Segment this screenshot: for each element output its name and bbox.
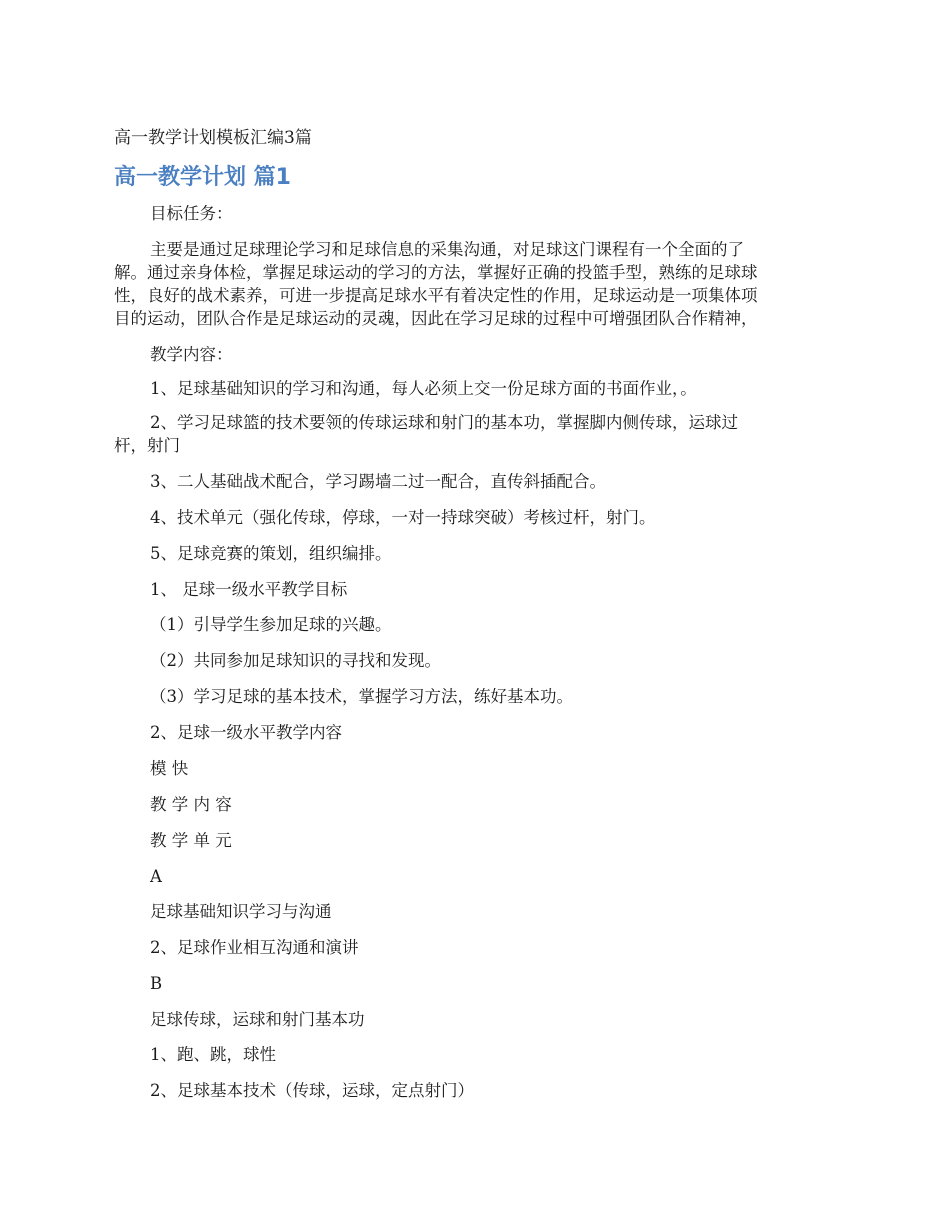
target-body-line: 主要是通过足球理论学习和足球信息的采集沟通，对足球这门课程有一个全面的了 — [150, 240, 744, 259]
document-title: 高一教学计划模板汇编3篇 — [114, 128, 312, 148]
content-item-2 — [114, 411, 836, 457]
unit-a-item-2: 2、足球作业相互沟通和演讲 — [150, 938, 359, 957]
unit-b-item-2: 2、足球基本技术（传球，运球，定点射门） — [150, 1081, 474, 1100]
content-item-2-line: 杆，射门 — [114, 436, 180, 455]
table-col-unit: 教 学 单 元 — [150, 831, 232, 850]
level-content-title: 2、足球一级水平教学内容 — [150, 723, 342, 742]
content-item-2-line: 2、学习足球篮的技术要领的传球运球和射门的基本功，掌握脚内侧传球，运球过 — [150, 413, 738, 432]
section-heading: 高一教学计划 篇1 — [114, 165, 291, 190]
goal-2: （2）共同参加足球知识的寻找和发现。 — [150, 651, 441, 670]
goal-1: （1）引导学生参加足球的兴趣。 — [150, 615, 392, 634]
unit-a-content: 足球基础知识学习与沟通 — [150, 902, 332, 921]
content-item-3: 3、二人基础战术配合，学习踢墙二过一配合，直传斜插配合。 — [150, 472, 606, 491]
unit-b: B — [150, 974, 163, 993]
level-goal-title: 1、 足球一级水平教学目标 — [150, 580, 348, 599]
table-col-content: 教 学 内 容 — [150, 795, 232, 814]
target-body-line: 目的运动，团队合作是足球运动的灵魂，因此在学习足球的过程中可增强团队合作精神， — [114, 309, 758, 328]
content-label: 教学内容： — [150, 345, 233, 364]
unit-b-content: 足球传球，运球和射门基本功 — [150, 1010, 365, 1029]
table-col-module: 模 快 — [150, 759, 189, 778]
content-item-5: 5、足球竞赛的策划，组织编排。 — [150, 544, 392, 563]
goal-3: （3）学习足球的基本技术，掌握学习方法，练好基本功。 — [150, 687, 573, 706]
target-body-line: 解。通过亲身体检，掌握足球运动的学习的方法，掌握好正确的投篮手型，熟练的足球球 — [114, 263, 758, 282]
content-item-4: 4、技术单元（强化传球，停球，一对一持球突破）考核过杆，射门。 — [150, 508, 656, 527]
target-body-line: 性，良好的战术素养，可进一步提高足球水平有着决定性的作用，足球运动是一项集体项 — [114, 286, 758, 305]
target-body — [114, 238, 836, 330]
target-label: 目标任务： — [150, 204, 233, 223]
unit-a: A — [150, 867, 162, 886]
content-item-1: 1、足球基础知识的学习和沟通，每人必须上交一份足球方面的书面作业，。 — [150, 379, 697, 398]
unit-b-item-1: 1、跑、跳，球性 — [150, 1045, 276, 1064]
